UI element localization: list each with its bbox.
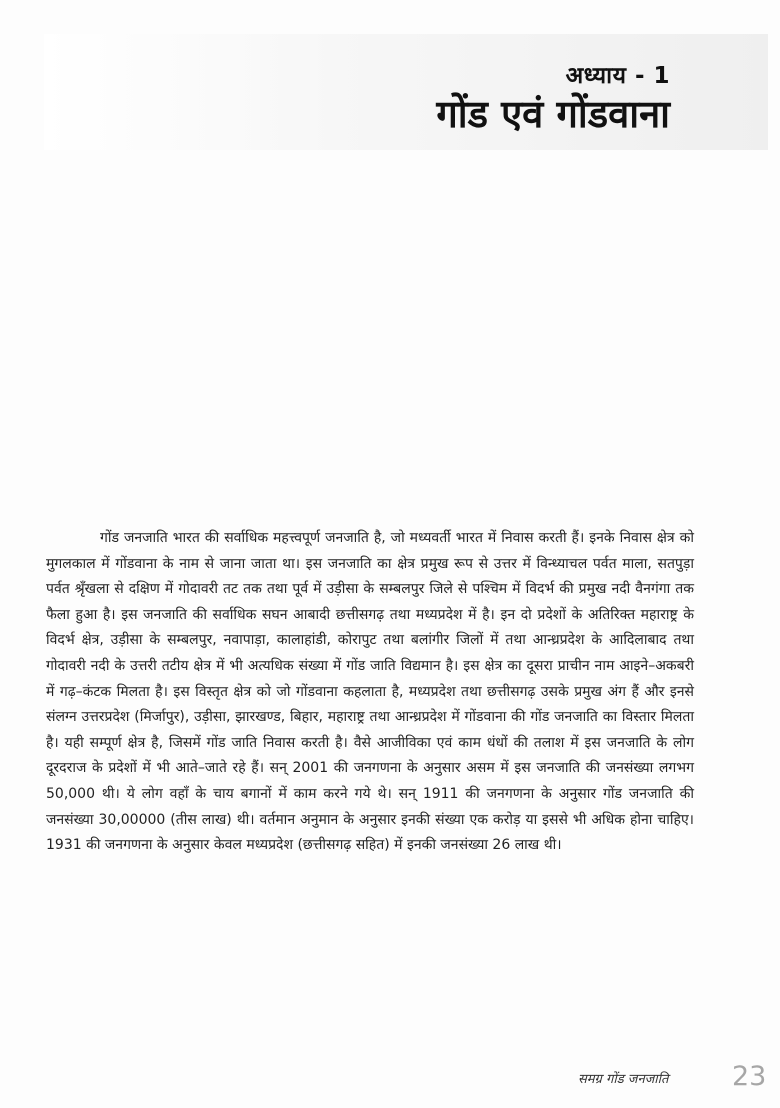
chapter-title: गोंड एवं गोंडवाना [436,92,670,136]
chapter-number: अध्याय - 1 [565,63,670,89]
body-paragraph: गोंड जनजाति भारत की सर्वाधिक महत्त्वपूर्ण जनजाति है, जो मध्यवर्ती भारत में निवास करती हैं। इनके निवास क्षेत्र को मुगलकाल में गोंडवाना के नाम से जाना जाता था। इस जनजाति का क्षेत्र प्रमुख रूप से उत्तर में विन्ध्याचल पर्वत माला, सतपुड़ा पर्वत श्रृँखला से दक्षिण में गोदावरी तट तक तथा पूर्व में उड़ीसा के सम्बलपुर जिले से पश्चिम में विदर्भ की प्रमुख नदी वैनगंगा तक फैला हुआ है। इस जनजाति की सर्वाधिक सघन आबादी छत्तीसगढ़ तथा मध्यप्रदेश में है। इन दो प्रदेशों के अतिरिक्त महाराष्ट्र के विदर्भ क्षेत्र, उड़ीसा के सम्बलपुर, नवापाड़ा, कालाहांडी, कोरापुट तथा बलांगीर जिलों में तथा आन्ध्रप्रदेश के आदिलाबाद तथा गोदावरी नदी के उत्तरी तटीय क्षेत्र में भी अत्यधिक संख्या में गोंड जाति विद्यमान है। इस क्षेत्र का दूसरा प्राचीन नाम आइने–अकबरी में गढ़–कंटक मिलता है। इस विस्तृत क्षेत्र को जो गोंडवाना कहलाता है, मध्यप्रदेश तथा छत्तीसगढ़ उसके प्रमुख अंग हैं और इनसे संलग्न उत्तरप्रदेश (मिर्जापुर), उड़ीसा, झारखण्ड, बिहार, महाराष्ट्र तथा आन्ध्रप्रदेश में गोंडवाना की गोंड जनजाति का विस्तार मिलता है। यही सम्पूर्ण क्षेत्र है, जिसमें गोंड जाति निवास करती है। वैसे आजीविका एवं काम धंधों की तलाश में इस जनजाति के लोग दूरदराज के प्रदेशों में भी आते–जाते रहे हैं। सन् 2001 की जनगणना के अनुसार असम में इस जनजाति की जनसंख्या लगभग 50,000 थी। ये लोग वहाँ के चाय बगानों में काम करने गये थे। सन् 1911 की जनगणना के अनुसार गोंड जनजाति की जनसंख्या 30,00000 (तीस लाख) थी। वर्तमान अनुमान के अनुसार इनकी संख्या एक करोड़ या इससे भी अधिक होना चाहिए। 1931 की जनगणना के अनुसार केवल मध्यप्रदेश (छत्तीसगढ़ सहित) में इनकी जनसंख्या 26 लाख थी। [46,530,694,854]
footer-book-title: समग्र गोंड जनजाति [578,1072,669,1087]
page-number: 23 [732,1061,767,1092]
